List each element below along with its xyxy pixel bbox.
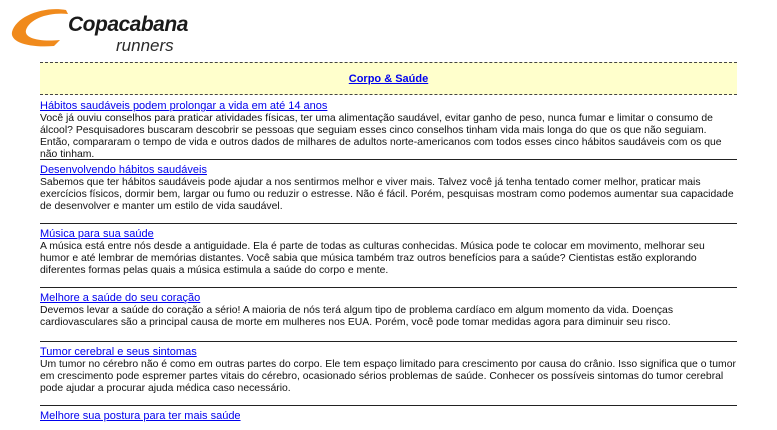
- article-title-link[interactable]: Música para sua saúde: [40, 228, 154, 240]
- divider: [40, 341, 737, 342]
- article-summary: Você já ouviu conselhos para praticar atividades físicas, ter uma alimentação saudável, evitar ganho de peso, nunca fumar e limitar o consumo de álcool? Pesquisadores buscaram descobrir se pessoas que seguiam esses cinco conselhos tinham vida mais longa do que os que não seguiam. Então, compararam o tempo de vida e outros dados de milhares de adultos norte-americanos com todos esses cinco hábitos saudáveis com os que não tinham.: [40, 113, 722, 160]
- article-title-link[interactable]: Melhore a saúde do seu coração: [40, 292, 201, 304]
- logo-sub-text: runners: [116, 36, 174, 55]
- category-link[interactable]: Corpo & Saúde: [348, 73, 429, 85]
- divider: [40, 405, 737, 406]
- divider: [40, 223, 737, 224]
- divider: [40, 287, 737, 288]
- list-item: [40, 292, 737, 346]
- article-title-link[interactable]: Hábitos saudáveis podem prolongar a vida em até 14 anos: [40, 100, 328, 112]
- article-summary: Sabemos que ter hábitos saudáveis pode ajudar a nos sentirmos melhor e viver mais. Talvez você já tenha tentado comer melhor, praticar mais exercícios físicos, dormir bem, largar ou fumo ou reduzir o estresse. Não é fácil. Porém, pesquisas mostram como podemos aumentar sua capacidade de desenvolver e manter um estilo de vida saudável.: [40, 177, 734, 212]
- list-item: [40, 228, 737, 292]
- article-title-link[interactable]: Desenvolvendo hábitos saudáveis: [40, 164, 207, 176]
- article-list: [40, 100, 737, 430]
- article-title-link[interactable]: Melhore sua postura para ter mais saúde: [40, 410, 241, 422]
- logo-brand-text: Copacabana: [68, 13, 188, 36]
- list-item: [40, 346, 737, 410]
- list-item: [40, 410, 737, 430]
- list-item: [40, 100, 737, 164]
- article-summary: A música está entre nós desde a antiguidade. Ela é parte de todas as culturas conhecidas. Música pode te colocar em movimento, melhorar seu humor e até lembrar de memórias distantes. Você sabia que música também traz outros benefícios para a saúde? Cientistas estão explorando diferentes formas pelas quais a música estimula a saúde do corpo e mente.: [40, 241, 705, 276]
- article-title-link[interactable]: Tumor cerebral e seus sintomas: [40, 346, 197, 358]
- category-header: [40, 62, 737, 95]
- article-summary: Um tumor no cérebro não é como em outras partes do corpo. Ele tem espaço limitado para crescimento por causa do crânio. Isso significa que o tumor em crescimento pode espremer partes vitais do cérebro, ocasionado sérios problemas de saúde. Conhecer os possíveis sintomas do tumor cerebral pode ajudar a procurar ajuda médica caso necessário.: [40, 359, 736, 394]
- site-logo[interactable]: [8, 4, 188, 56]
- article-summary: Devemos levar a saúde do coração a sério! A maioria de nós terá algum tipo de problema cardíaco em algum momento da vida. Doenças cardiovasculares são a principal causa de morte em mulheres nos EUA. Porém, você pode tomar medidas agora para diminuir seu risco.: [40, 305, 674, 328]
- list-item: [40, 164, 737, 228]
- divider: [40, 159, 737, 160]
